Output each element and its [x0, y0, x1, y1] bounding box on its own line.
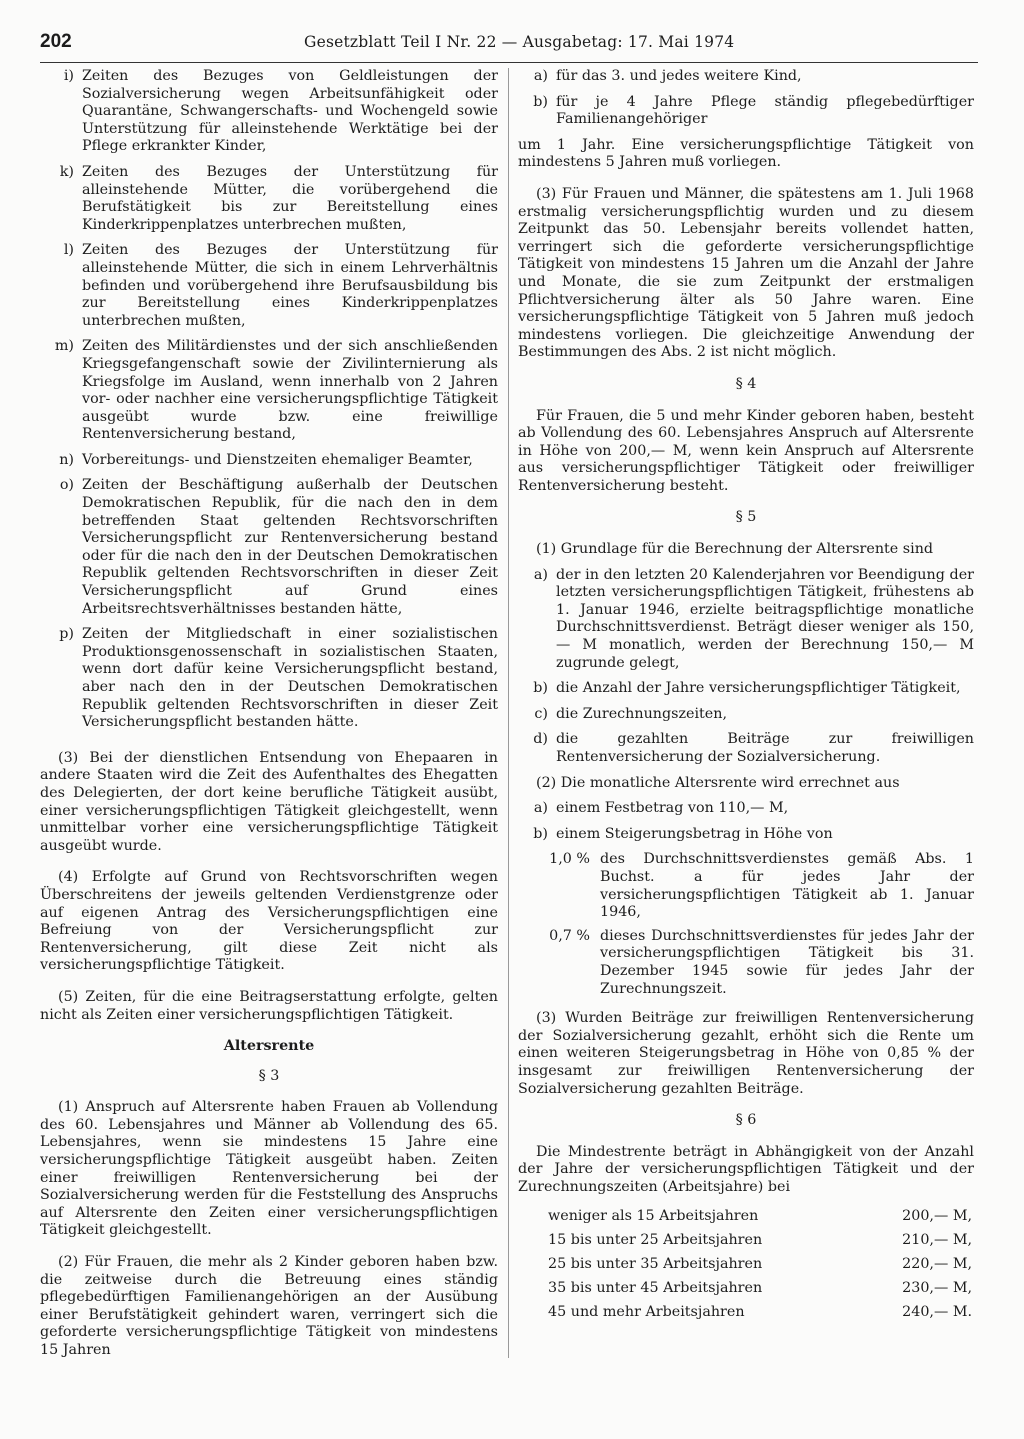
rate-label: 45 und mehr Arbeitsjahren	[548, 1303, 745, 1320]
right-column	[518, 68, 974, 1324]
item-label: m)	[54, 338, 74, 355]
section-3-paragraph-3: (3) Für Frauen und Männer, die spätestens am 1. Juli 1968 erstmalig versicherungspflichtig wurden und zu diesem Zeitpunkt das 50. Lebensjahr bereits vollendet hatten, verringert sich die geforderte versicherungspflichtige Tätigkeit von mindestens 15 Jahren um die Anzahl der Jahre und Monate, die sie zum Zeitpunkt der erstmaligen Pflichtversicherung älter als 50 Jahre waren. Eine versicherungspflichtige Tätigkeit von 5 Jahren muß jedoch mindestens vorliegen. Die gleichzeitige Anwendung der Bestimmungen des Abs. 2 ist nicht möglich.	[518, 185, 974, 361]
item-text: für das 3. und jedes weitere Kind,	[556, 68, 802, 84]
section-3-paragraph-2: (2) Für Frauen, die mehr als 2 Kinder geboren haben bzw. die zeitweise durch die Betreuung eines ständig pflegebedürftigen Familienangehörigen an der Ausübung einer Berufstätigkeit gehindert waren, verringert sich die geforderte versicherungspflichtige Tätigkeit von mindestens 15 Jahren	[40, 1254, 498, 1358]
section-4-text: Für Frauen, die 5 und mehr Kinder geboren haben, besteht ab Vollendung des 60. Lebensjahres Anspruch auf Altersrente in Höhe von 200,— M, wenn kein Anspruch auf Altersrente aus versicherungspflichtiger Tätigkeit oder freiwilliger Rentenversicherung besteht.	[518, 407, 974, 494]
header-title: Gesetzblatt Teil I Nr. 22 — Ausgabetag: 17. Mai 1974	[304, 33, 735, 51]
item-label: n)	[59, 451, 74, 468]
rate-label: 25 bis unter 35 Arbeitsjahren	[548, 1255, 763, 1272]
list-item	[518, 68, 974, 86]
table-row	[548, 1204, 972, 1228]
table-row	[548, 1300, 972, 1324]
rate-value: 240,— M.	[902, 1303, 972, 1320]
section-number: § 5	[735, 509, 757, 526]
list-item	[40, 68, 498, 156]
left-column	[40, 68, 498, 1374]
item-label: c)	[534, 705, 548, 722]
rate-value: 220,— M,	[902, 1255, 972, 1272]
section-5-paragraph-2: (2) Die monatliche Altersrente wird errechnet aus	[536, 774, 900, 791]
item-text: Zeiten des Bezuges der Unterstützung für alleinstehende Mütter, die sich in einem Lehrverhältnis befinden und vorübergehend ihre Berufsausbildung bis zur Bereitstellung eines Kinderkrippenplatzes unterbrechen mußten,	[82, 242, 498, 329]
list-item	[518, 826, 974, 844]
section-5-paragraph-1: (1) Grundlage für die Berechnung der Altersrente sind	[536, 541, 934, 558]
list-item	[518, 94, 974, 129]
item-text: einem Steigerungsbetrag in Höhe von	[556, 825, 833, 842]
item-label: a)	[533, 800, 548, 817]
paragraph-4: (4) Erfolgte auf Grund von Rechtsvorschriften wegen Überschreitens der jeweils geltenden Verdienstgrenze oder auf eigenen Antrag des Versicherungspflichtigen eine Befreiung von der Versicherungspflicht zur Rentenversicherung, gilt diese Zeit nicht als versicherungspflichtige Tätigkeit.	[40, 869, 498, 974]
section-6-text: Die Mindestrente beträgt in Abhängigkeit von der Anzahl der Jahre der versicherungspflichtigen Tätigkeit und der Zurechnungszeiten (Arbeitsjahre) bei	[518, 1143, 974, 1195]
section-number: § 6	[735, 1112, 757, 1129]
table-row	[548, 1252, 972, 1276]
list-item	[518, 680, 974, 698]
item-label: b)	[533, 93, 548, 110]
section-heading: Altersrente	[223, 1038, 315, 1055]
item-label: d)	[533, 731, 548, 748]
section-number: § 4	[735, 375, 757, 392]
rate-label: 35 bis unter 45 Arbeitsjahren	[548, 1279, 763, 1296]
item-text: die Zurechnungszeiten,	[556, 705, 728, 722]
item-text: Zeiten des Militärdienstes und der sich anschließenden Kriegsgefangenschaft sowie der Zivilinternierung als Kriegsfolge im Ausland, wenn innerhalb von 2 Jahren vor- oder nachher eine versicherungspflichtige Tätigkeit ausgeübt wurde bzw. eine freiwillige Rentenversicherung bestand,	[82, 338, 498, 443]
list-item	[40, 626, 498, 732]
item-label: l)	[63, 242, 74, 259]
list-item	[40, 477, 498, 618]
paragraph-3: (3) Bei der dienstlichen Entsendung von Ehepaaren in andere Staaten wird die Zeit des Aufenthaltes des Ehegatten des Delegierten, der dort keine berufliche Tätigkeit ausübt, einer versicherungspflichtigen Tätigkeit gleichgestellt, wenn unmittelbar vorher eine versicherungspflichtige Tätigkeit ausgeübt wurde.	[40, 749, 498, 854]
item-text: Vorbereitungs- und Dienstzeiten ehemaliger Beamter,	[82, 451, 473, 468]
section-number: § 3	[258, 1067, 280, 1084]
table-row	[548, 1276, 972, 1300]
list-item	[518, 706, 974, 724]
percentage-text: dieses Durchschnittsverdienstes für jedes Jahr der versicherungspflichtigen Tätigkeit bis 31. Dezember 1945 sowie für jedes Jahr der Zurechnungszeit.	[600, 927, 974, 997]
page-number: 202	[40, 31, 72, 52]
item-label: k)	[59, 163, 74, 180]
table-row	[548, 1228, 972, 1252]
item-label: p)	[59, 626, 74, 643]
list-item	[40, 338, 498, 444]
percentage-item	[518, 851, 974, 921]
rate-value: 210,— M,	[902, 1231, 972, 1248]
rate-value: 230,— M,	[902, 1279, 972, 1296]
item-text: für je 4 Jahre Pflege ständig pflegebedürftiger Familienangehöriger	[556, 93, 974, 128]
percentage-label: 0,7 %	[549, 927, 590, 944]
percentage-label: 1,0 %	[549, 851, 590, 868]
list-item	[518, 800, 974, 818]
item-label: i)	[63, 68, 74, 84]
percentage-item	[518, 928, 974, 998]
minimum-pension-table	[548, 1204, 972, 1324]
item-text: Zeiten des Bezuges der Unterstützung für alleinstehende Mütter, die vorübergehend die Berufstätigkeit bis zur Bereitstellung eines Kinderkrippenplatzes unterbrechen mußten,	[82, 163, 498, 233]
rate-label: 15 bis unter 25 Arbeitsjahren	[548, 1231, 763, 1248]
item-text: Zeiten der Beschäftigung außerhalb der Deutschen Demokratischen Republik, für die nach den in dem betreffenden Staat geltenden Rechtsvorschriften Versicherungspflicht zur Rentenversicherung bestand oder für die nach den in der Deutschen Demokratischen Republik geltenden Rechtsvorschriften in dieser Zeit Versicherungspflicht auf Grund eines Arbeitsrechtsverhältnisses bestanden hätte,	[82, 477, 498, 617]
item-label: b)	[533, 825, 548, 842]
rate-label: weniger als 15 Arbeitsjahren	[548, 1207, 759, 1224]
item-text: einem Festbetrag von 110,— M,	[556, 800, 789, 817]
list-item	[518, 567, 974, 673]
item-text: Zeiten der Mitgliedschaft in einer sozialistischen Produktionsgenossenschaft in sozialistischen Staaten, wenn dort dafür keine Versicherungspflicht bestand, aber nach den in der Deutschen Demokratischen Republik geltenden Rechtsvorschriften in dieser Zeit Versicherungspflicht bestanden hätte.	[82, 626, 498, 731]
item-text: der in den letzten 20 Kalenderjahren vor Beendigung der letzten versicherungspflichtigen Tätigkeit, frühestens ab 1. Januar 1946, erzielte beitragspflichtige monatliche Durchschnittsverdienst. Beträgt dieser weniger als 150,— M monatlich, werden der Berechnung 150,— M zugrunde gelegt,	[556, 566, 974, 671]
item-label: o)	[59, 477, 74, 494]
item-label: a)	[533, 566, 548, 583]
list-item	[40, 452, 498, 470]
section-3-paragraph-1: (1) Anspruch auf Altersrente haben Frauen ab Vollendung des 60. Lebensjahres und Männer ab Vollendung des 65. Lebensjahres, wenn sie mindestens 15 Jahre eine versicherungspflichtige Tätigkeit ausgeübt haben. Zeiten einer freiwilligen Rentenversicherung bei der Sozialversicherung werden für die Feststellung des Anspruchs auf Altersrente den Zeiten einer versicherungspflichtigen Tätigkeit gleichgestellt.	[40, 1099, 498, 1239]
item-text: die Anzahl der Jahre versicherungspflichtiger Tätigkeit,	[556, 680, 961, 697]
item-label: b)	[533, 680, 548, 697]
section-5-paragraph-3: (3) Wurden Beiträge zur freiwilligen Rentenversicherung der Sozialversicherung gezahlt, erhöht sich die Rente um einen weiteren Steigerungsbetrag in Höhe von 0,85 % der insgesamt zur freiwilligen Rentenversicherung der Sozialversicherung gezahlten Beiträge.	[518, 1010, 974, 1097]
list-item	[518, 731, 974, 766]
percentage-text: des Durchschnittsverdienstes gemäß Abs. 1 Buchst. a für jedes Jahr der versicherungspflichtigen Tätigkeit ab 1. Januar 1946,	[600, 851, 974, 921]
item-label: a)	[533, 68, 548, 84]
rate-value: 200,— M,	[902, 1207, 972, 1224]
continuation-text: um 1 Jahr. Eine versicherungspflichtige Tätigkeit von mindestens 5 Jahren muß vorliegen.	[518, 136, 974, 171]
column-divider	[508, 68, 509, 1358]
list-item	[40, 242, 498, 330]
list-item	[40, 164, 498, 234]
paragraph-5: (5) Zeiten, für die eine Beitragserstattung erfolgte, gelten nicht als Zeiten einer versicherungspflichtigen Tätigkeit.	[40, 988, 498, 1023]
item-text: Zeiten des Bezuges von Geldleistungen der Sozialversicherung wegen Arbeitsunfähigkeit oder Quarantäne, Schwangerschafts- und Wochengeld sowie Unterstützung für alleinstehende Werktätige bei der Pflege erkrankter Kinder,	[82, 68, 498, 155]
item-text: die gezahlten Beiträge zur freiwilligen Rentenversicherung der Sozialversicherung.	[556, 731, 974, 765]
page-header	[40, 22, 978, 63]
